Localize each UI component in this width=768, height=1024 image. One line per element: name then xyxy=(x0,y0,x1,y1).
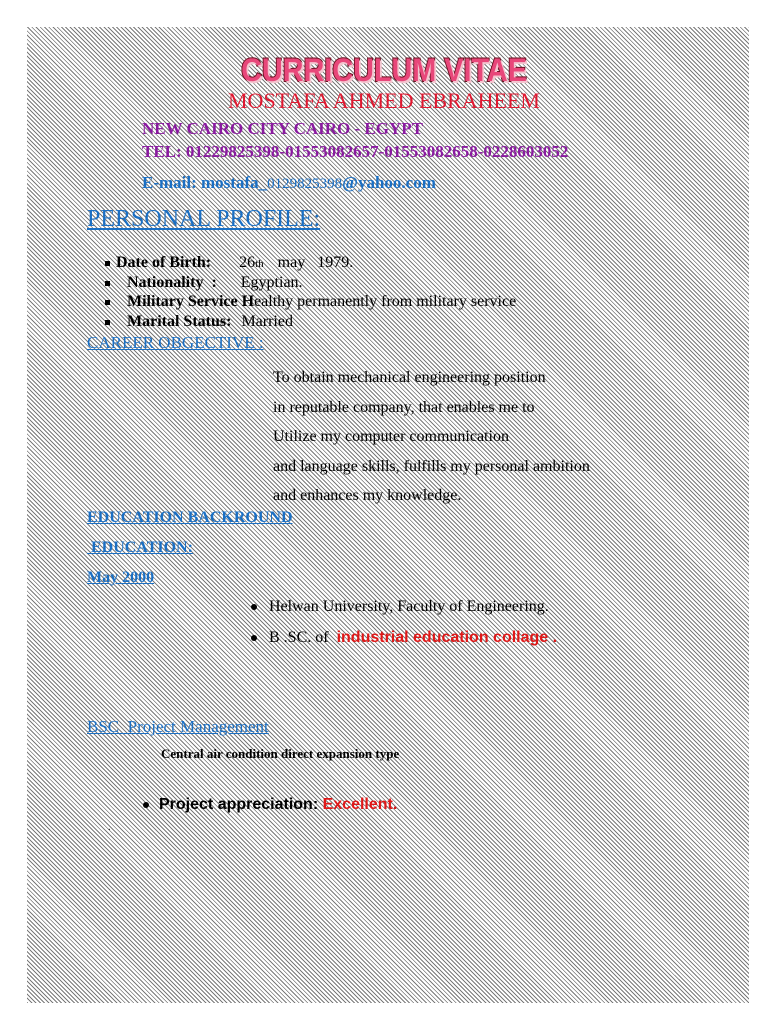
stray-mark: . xyxy=(108,822,111,833)
military-row xyxy=(105,293,516,311)
email[interactable] xyxy=(142,173,436,193)
military-label: Military Service H xyxy=(127,293,255,310)
nationality-row xyxy=(105,274,303,292)
bullet-square-icon xyxy=(105,300,110,305)
career-line: and language skills, fulfills my personal ambition xyxy=(273,457,590,475)
nationality-label: Nationality : xyxy=(127,274,217,291)
education-item-degree xyxy=(251,629,557,647)
career-objective-text xyxy=(273,363,590,511)
nationality-value: Egyptian. xyxy=(240,274,303,291)
dob-rest: may 1979. xyxy=(277,254,354,271)
project-description: Central air condition direct expansion type xyxy=(161,746,400,761)
candidate-name: MOSTAFA AHMED EBRAHEEM xyxy=(228,88,540,113)
bullet-square-icon xyxy=(105,281,110,286)
dob-label: Date of Birth: xyxy=(116,254,212,271)
telephone: TEL: 01229825398-01553082657-01553082658-0228603052 xyxy=(142,142,569,161)
marital-row xyxy=(105,313,293,331)
bullet-dot-icon xyxy=(143,802,149,808)
email-domain: @yahoo.com xyxy=(342,173,436,192)
career-objective-heading xyxy=(87,333,264,353)
military-value: ealthy permanently from military service xyxy=(254,293,517,310)
appreciation-label: Project appreciation: xyxy=(159,796,323,813)
project-heading: BSC Project Management xyxy=(87,717,269,736)
education-subheading: EDUCATION: xyxy=(87,539,193,556)
project-appreciation xyxy=(143,796,397,814)
career-line: in reputable company, that enables me to xyxy=(273,398,535,416)
bullet-dot-icon xyxy=(251,604,257,610)
degree-field: industrial education collage . xyxy=(336,629,558,646)
marital-label: Marital Status: xyxy=(127,313,232,330)
career-heading-colon: : xyxy=(258,333,264,352)
education-date: May 2000 xyxy=(87,569,155,586)
dob-suffix: th xyxy=(255,258,264,270)
bullet-dot-icon xyxy=(251,635,257,641)
personal-profile-heading: PERSONAL PROFILE: xyxy=(87,206,321,232)
career-line: Utilize my computer communication xyxy=(273,428,509,445)
dob-row xyxy=(105,254,353,272)
education-item-university xyxy=(251,598,549,616)
university-text: Helwan University, Faculty of Engineering. xyxy=(269,598,549,615)
degree-prefix: B .SC. of xyxy=(269,629,337,646)
email-number: 0129825398 xyxy=(267,176,343,192)
appreciation-value: Excellent. xyxy=(322,796,398,813)
email-label: E-mail: mostafa_ xyxy=(142,173,268,192)
career-line: and enhances my knowledge. xyxy=(273,487,462,504)
marital-value: Married xyxy=(241,313,293,330)
career-line: To obtain mechanical engineering position xyxy=(273,369,546,386)
bullet-square-icon xyxy=(105,320,110,325)
bullet-square-icon xyxy=(105,261,110,266)
education-background-heading: EDUCATION BACKROUND xyxy=(87,509,293,526)
cv-title: CURRICULUM VITAE xyxy=(241,52,527,88)
address: NEW CAIRO CITY CAIRO - EGYPT xyxy=(142,119,423,138)
career-heading-text: CAREER OBGECTIVE xyxy=(87,333,259,352)
dob-day: 26 xyxy=(239,254,256,271)
